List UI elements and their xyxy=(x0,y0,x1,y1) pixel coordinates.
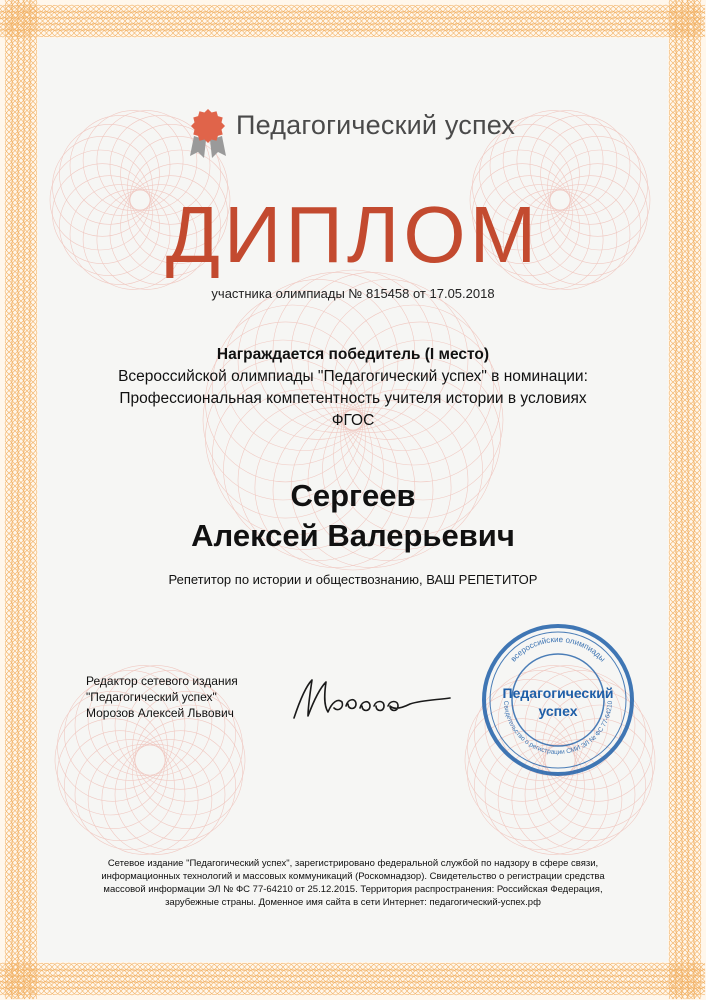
award-text xyxy=(60,344,646,432)
stamp-ring-bottom: Свидетельство о регистрации СМИ ЭЛ № ФС 77-64210 xyxy=(501,700,615,757)
legal-footer xyxy=(80,857,626,909)
recipient-surname: Сергеев xyxy=(290,478,416,513)
editor-line-2: "Педагогический успех" xyxy=(86,690,217,704)
editor-name: Морозов Алексей Львович xyxy=(86,706,234,720)
svg-text:всероссийские олимпиады xyxy=(509,635,607,664)
award-line-4: ФГОС xyxy=(331,412,375,429)
diploma-subtitle: участника олимпиады № 815458 от 17.05.2018 xyxy=(211,286,495,301)
diploma-title: ДИПЛОМ xyxy=(165,190,541,279)
award-badge-icon xyxy=(182,104,234,160)
award-line-2: Всероссийской олимпиады "Педагогический успех" в номинации: xyxy=(118,368,588,385)
editor-block xyxy=(86,673,238,721)
stamp-center-line-1: Педагогический xyxy=(502,685,614,701)
editor-line-1: Редактор сетевого издания xyxy=(86,674,238,688)
recipient-name xyxy=(0,476,706,556)
stamp-center-line-2: успех xyxy=(538,703,578,719)
award-line-3: Профессиональная компетентность учителя истории в условиях xyxy=(119,390,587,407)
recipient-role: Репетитор по истории и обществознанию, ВАШ РЕПЕТИТОР xyxy=(168,572,538,587)
footer-line-3: массовой информации ЭЛ № ФС 77-64210 от 25.12.2015. Территория распространения: Российская Федерация, xyxy=(103,884,603,895)
handwritten-signature xyxy=(286,670,456,730)
official-stamp xyxy=(480,622,636,778)
logo-text: Педагогический успех xyxy=(236,110,516,140)
recipient-given-names: Алексей Валерьевич xyxy=(191,518,515,553)
footer-line-2: информационных технологий и массовых коммуникаций (Роскомнадзор). Свидетельство о регистрации средства xyxy=(101,871,605,882)
stamp-ring-top: всероссийские олимпиады xyxy=(508,634,608,664)
footer-line-1: Сетевое издание "Педагогический успех", зарегистрировано федеральной службой по надзору в сфере связи, xyxy=(107,858,599,869)
footer-line-4: зарубежные страны. Доменное имя сайта в сети Интернет: педагогический-успех.рф xyxy=(165,897,541,908)
award-line-1: Награждается победитель (I место) xyxy=(216,346,490,363)
logo xyxy=(182,104,515,160)
